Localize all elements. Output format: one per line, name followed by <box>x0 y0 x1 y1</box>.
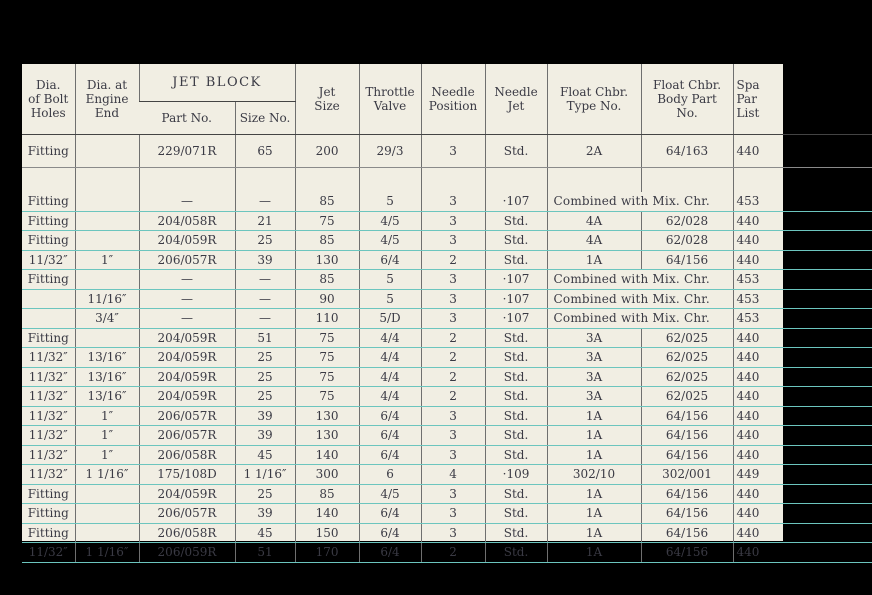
cell-dia-bolt: 11/32″ <box>22 387 75 407</box>
cell-needle-jet: Std. <box>485 445 547 465</box>
cell-dia-engine: 1″ <box>75 406 139 426</box>
cell-spare-list: 449 <box>733 465 872 485</box>
cell-dia-bolt: Fitting <box>22 484 75 504</box>
cell-float-type: 1A <box>547 484 641 504</box>
cell-needle-jet: Std. <box>485 231 547 251</box>
cell-jet-size: 130 <box>295 406 359 426</box>
cell-size-no: 51 <box>235 328 295 348</box>
cell-needle-jet: Std. <box>485 367 547 387</box>
cell-throttle: 5 <box>359 192 421 211</box>
header-float-body: Float Chbr. Body Part No. <box>641 64 733 135</box>
cell-part-no: 206/058R <box>139 445 235 465</box>
cell-throttle: 4/4 <box>359 348 421 368</box>
cell-jet-size: 140 <box>295 504 359 524</box>
cell-float-body: 64/156 <box>641 543 733 563</box>
cell-throttle: 4/5 <box>359 484 421 504</box>
cell-size-no: 39 <box>235 504 295 524</box>
table-row <box>22 367 872 387</box>
table-row <box>22 270 872 290</box>
table-header <box>22 64 872 135</box>
header-needle-position: Needle Position <box>421 64 485 135</box>
cell-throttle: 6/4 <box>359 250 421 270</box>
cell-spare-list: 440 <box>733 445 872 465</box>
cell-float-combined: Combined with Mix. Chr. <box>547 309 733 329</box>
cell-size-no: 25 <box>235 367 295 387</box>
cell-part-no: 204/058R <box>139 211 235 231</box>
cell-jet-size: 300 <box>295 465 359 485</box>
cell-needle-position: 4 <box>421 465 485 485</box>
cell-dia-engine: 1 1/16″ <box>75 543 139 563</box>
cell-part-no: 206/057R <box>139 406 235 426</box>
cell-needle-position: 3 <box>421 289 485 309</box>
cell-float-body: 62/025 <box>641 367 733 387</box>
cell-jet-size: 170 <box>295 543 359 563</box>
cell-needle-position: 2 <box>421 328 485 348</box>
cell-dia-bolt: 11/32″ <box>22 250 75 270</box>
cell-float-type: 3A <box>547 387 641 407</box>
cell-needle-position: 2 <box>421 543 485 563</box>
cell-throttle: 5 <box>359 289 421 309</box>
cell-spare-list: 440 <box>733 523 872 543</box>
cell-float-type: 1A <box>547 543 641 563</box>
cell-dia-bolt: Fitting <box>22 231 75 251</box>
cell-spare-list: 453 <box>733 289 872 309</box>
cell-float-type: 1A <box>547 406 641 426</box>
cell-float-type: 3A <box>547 367 641 387</box>
cell-part-no: 206/059R <box>139 543 235 563</box>
cell-part-no: 206/058R <box>139 523 235 543</box>
cell-needle-position: 3 <box>421 211 485 231</box>
cell-needle-jet: Std. <box>485 387 547 407</box>
cell-jet-size: 75 <box>295 367 359 387</box>
cell-part-no: 204/059R <box>139 328 235 348</box>
cell-needle-jet: ·107 <box>485 270 547 290</box>
cell-jet-size: 110 <box>295 309 359 329</box>
cell-size-no: 25 <box>235 387 295 407</box>
cell-dia-bolt: Fitting <box>22 523 75 543</box>
cell-float-combined: Combined with Mix. Chr. <box>547 270 733 290</box>
cell-float-body: 302/001 <box>641 465 733 485</box>
table-row <box>22 348 872 368</box>
cell-needle-position: 3 <box>421 192 485 211</box>
cell-size-no: — <box>235 192 295 211</box>
cell-dia-bolt: Fitting <box>22 504 75 524</box>
cell-size-no: 51 <box>235 543 295 563</box>
cell-jet-size: 130 <box>295 250 359 270</box>
header-size-no: Size No. <box>235 102 295 135</box>
cell-part-no: 206/057R <box>139 426 235 446</box>
cell-float-type: 3A <box>547 328 641 348</box>
cell-part-no: — <box>139 289 235 309</box>
cell-needle-position: 3 <box>421 504 485 524</box>
cell-part-no: 204/059R <box>139 231 235 251</box>
header-jet-block: JET BLOCK <box>139 64 295 102</box>
cell-throttle: 4/4 <box>359 367 421 387</box>
cell-needle-jet: Std. <box>485 406 547 426</box>
cell-float-type: 302/10 <box>547 465 641 485</box>
cell-spare-list: 453 <box>733 270 872 290</box>
cell-spare-list: 440 <box>733 367 872 387</box>
cell-needle-jet: Std. <box>485 348 547 368</box>
table-row <box>22 309 872 329</box>
cell-dia-engine: 13/16″ <box>75 367 139 387</box>
cell-spare-list: 440 <box>733 543 872 563</box>
cell-part-no: 206/057R <box>139 504 235 524</box>
cell-float-type: 4A <box>547 231 641 251</box>
cell-dia-bolt: 11/32″ <box>22 543 75 563</box>
table-row <box>22 211 872 231</box>
cell-needle-jet: Std. <box>485 426 547 446</box>
cell-size-no: 1 1/16″ <box>235 465 295 485</box>
cell-dia-engine: 13/16″ <box>75 348 139 368</box>
cell-part-no: 175/108D <box>139 465 235 485</box>
cell-dia-engine: 1 1/16″ <box>75 465 139 485</box>
cell-dia-engine <box>75 504 139 524</box>
cell-needle-jet: ·109 <box>485 465 547 485</box>
cell-spare-list: 440 <box>733 211 872 231</box>
cell-dia-engine: 13/16″ <box>75 387 139 407</box>
cell-float-type: 4A <box>547 211 641 231</box>
cell-spare-list: 453 <box>733 309 872 329</box>
cell-jet-size: 85 <box>295 231 359 251</box>
cell-dia-engine: 1″ <box>75 426 139 446</box>
cell-part-no: 204/059R <box>139 348 235 368</box>
cell-spare-list: 440 <box>733 406 872 426</box>
carburettor-spec-table <box>22 64 872 563</box>
cell-jet-size: 75 <box>295 348 359 368</box>
document-page <box>22 64 783 560</box>
cell-part-no: — <box>139 192 235 211</box>
cell-part-no: — <box>139 309 235 329</box>
cell-size-no: 25 <box>235 484 295 504</box>
header-float-type: Float Chbr. Type No. <box>547 64 641 135</box>
cell-throttle: 4/4 <box>359 387 421 407</box>
cell-float-type: 1A <box>547 250 641 270</box>
cell-spare-list: 453 <box>733 192 872 211</box>
table-row <box>22 445 872 465</box>
cell-dia-bolt: Fitting <box>22 192 75 211</box>
header-throttle-valve: Throttle Valve <box>359 64 421 135</box>
cell-jet-size: 85 <box>295 484 359 504</box>
cell-needle-jet: ·107 <box>485 289 547 309</box>
cell-size-no: 39 <box>235 406 295 426</box>
cell-spare-list: 440 <box>733 328 872 348</box>
cell-size-no: — <box>235 289 295 309</box>
cell-needle-position: 2 <box>421 387 485 407</box>
cell-spare-list: 440 <box>733 504 872 524</box>
cell-size-no: 39 <box>235 250 295 270</box>
table-row <box>22 504 872 524</box>
cell-throttle: 5 <box>359 270 421 290</box>
cell-throttle: 6/4 <box>359 523 421 543</box>
cell-needle-jet: Std. <box>485 328 547 348</box>
cell-needle-position: 3 <box>421 231 485 251</box>
cell-spare-list: 440 <box>733 426 872 446</box>
cell-dia-bolt: Fitting <box>22 328 75 348</box>
cell-part-no: — <box>139 270 235 290</box>
cell-dia-bolt: Fitting <box>22 270 75 290</box>
cell-float-body: 64/156 <box>641 250 733 270</box>
cell-float-combined: Combined with Mix. Chr. <box>547 289 733 309</box>
cell-dia-engine: 1″ <box>75 445 139 465</box>
cell-throttle: 6/4 <box>359 426 421 446</box>
cell-dia-engine <box>75 484 139 504</box>
cell-needle-jet: Std. <box>485 543 547 563</box>
cell-jet-size: 75 <box>295 387 359 407</box>
table-row <box>22 192 872 211</box>
cell-needle-jet: ·107 <box>485 309 547 329</box>
cell-dia-engine <box>75 328 139 348</box>
cell-needle-position: 3 <box>421 484 485 504</box>
header-needle-jet: Needle Jet <box>485 64 547 135</box>
cell-dia-bolt <box>22 289 75 309</box>
table-row <box>22 426 872 446</box>
cell-float-type: 1A <box>547 426 641 446</box>
cell-needle-position: 3 <box>421 426 485 446</box>
table-row <box>22 231 872 251</box>
table-row <box>22 289 872 309</box>
table-body <box>22 135 872 563</box>
cell-float-body: 62/025 <box>641 328 733 348</box>
cell-dia-engine <box>75 270 139 290</box>
header-spare-parts: Spa Par List <box>733 64 872 135</box>
cell-size-no: 65 <box>235 135 295 168</box>
table-row <box>22 328 872 348</box>
cell-jet-size: 85 <box>295 192 359 211</box>
cell-size-no: — <box>235 270 295 290</box>
cell-float-body: 64/156 <box>641 504 733 524</box>
cell-float-body: 62/025 <box>641 348 733 368</box>
cell-throttle: 29/3 <box>359 135 421 168</box>
cell-spare-list: 440 <box>733 484 872 504</box>
cell-size-no: 21 <box>235 211 295 231</box>
cell-size-no: — <box>235 309 295 329</box>
cell-float-body: 62/028 <box>641 231 733 251</box>
cell-float-body: 64/156 <box>641 445 733 465</box>
cell-float-body: 62/028 <box>641 211 733 231</box>
cell-throttle: 4/4 <box>359 328 421 348</box>
cell-jet-size: 200 <box>295 135 359 168</box>
header-jet-size: Jet Size <box>295 64 359 135</box>
cell-throttle: 6/4 <box>359 406 421 426</box>
cell-needle-position: 3 <box>421 445 485 465</box>
cell-float-body: 64/163 <box>641 135 733 168</box>
cell-dia-engine: 11/16″ <box>75 289 139 309</box>
cell-needle-jet: Std. <box>485 250 547 270</box>
cell-part-no: 204/059R <box>139 484 235 504</box>
cell-needle-position: 3 <box>421 135 485 168</box>
table-row <box>22 387 872 407</box>
table-row <box>22 406 872 426</box>
cell-jet-size: 75 <box>295 328 359 348</box>
table-row <box>22 523 872 543</box>
cell-dia-bolt: 11/32″ <box>22 348 75 368</box>
cell-needle-position: 2 <box>421 250 485 270</box>
cell-float-body: 64/156 <box>641 484 733 504</box>
cell-needle-position: 3 <box>421 309 485 329</box>
table-row <box>22 465 872 485</box>
table-row <box>22 135 872 168</box>
cell-needle-jet: Std. <box>485 523 547 543</box>
cell-needle-position: 2 <box>421 367 485 387</box>
cell-throttle: 6/4 <box>359 543 421 563</box>
cell-size-no: 45 <box>235 445 295 465</box>
header-dia-bolt: Dia. of Bolt Holes <box>22 64 75 135</box>
cell-float-type: 3A <box>547 348 641 368</box>
table-row <box>22 484 872 504</box>
cell-spare-list: 440 <box>733 250 872 270</box>
cell-throttle: 5/D <box>359 309 421 329</box>
cell-jet-size: 90 <box>295 289 359 309</box>
cell-dia-engine <box>75 135 139 168</box>
cell-needle-jet: Std. <box>485 484 547 504</box>
cell-jet-size: 140 <box>295 445 359 465</box>
cell-float-type: 1A <box>547 504 641 524</box>
cell-spare-list: 440 <box>733 348 872 368</box>
cell-jet-size: 85 <box>295 270 359 290</box>
cell-float-type: 1A <box>547 523 641 543</box>
cell-size-no: 39 <box>235 426 295 446</box>
cell-spare-list: 440 <box>733 231 872 251</box>
cell-needle-jet: ·107 <box>485 192 547 211</box>
cell-dia-bolt: 11/32″ <box>22 406 75 426</box>
cell-jet-size: 130 <box>295 426 359 446</box>
cell-spare-list: 440 <box>733 387 872 407</box>
spacer-row <box>22 168 872 193</box>
cell-dia-bolt: Fitting <box>22 211 75 231</box>
cell-float-body: 64/156 <box>641 406 733 426</box>
cell-needle-position: 3 <box>421 406 485 426</box>
cell-dia-bolt: 11/32″ <box>22 445 75 465</box>
cell-throttle: 6/4 <box>359 504 421 524</box>
cell-throttle: 4/5 <box>359 231 421 251</box>
cell-dia-engine <box>75 523 139 543</box>
cell-part-no: 204/059R <box>139 387 235 407</box>
cell-jet-size: 150 <box>295 523 359 543</box>
cell-dia-engine <box>75 192 139 211</box>
cell-jet-size: 75 <box>295 211 359 231</box>
cell-throttle: 4/5 <box>359 211 421 231</box>
cell-dia-bolt: 11/32″ <box>22 426 75 446</box>
cell-dia-bolt: 11/32″ <box>22 465 75 485</box>
cell-float-type: 2A <box>547 135 641 168</box>
cell-needle-position: 2 <box>421 348 485 368</box>
cell-dia-bolt: Fitting <box>22 135 75 168</box>
header-part-no: Part No. <box>139 102 235 135</box>
cell-spare-list: 440 <box>733 135 872 168</box>
cell-needle-jet: Std. <box>485 211 547 231</box>
cell-dia-engine <box>75 211 139 231</box>
cell-dia-engine: 3/4″ <box>75 309 139 329</box>
cell-part-no: 229/071R <box>139 135 235 168</box>
cell-float-combined: Combined with Mix. Chr. <box>547 192 733 211</box>
cell-size-no: 25 <box>235 231 295 251</box>
cell-float-body: 62/025 <box>641 387 733 407</box>
cell-size-no: 45 <box>235 523 295 543</box>
cell-needle-position: 3 <box>421 270 485 290</box>
cell-float-body: 64/156 <box>641 523 733 543</box>
cell-float-type: 1A <box>547 445 641 465</box>
cell-throttle: 6/4 <box>359 445 421 465</box>
cell-needle-position: 3 <box>421 523 485 543</box>
cell-size-no: 25 <box>235 348 295 368</box>
cell-dia-engine <box>75 231 139 251</box>
cell-needle-jet: Std. <box>485 135 547 168</box>
cell-part-no: 206/057R <box>139 250 235 270</box>
cell-throttle: 6 <box>359 465 421 485</box>
cell-dia-engine: 1″ <box>75 250 139 270</box>
cell-dia-bolt: 11/32″ <box>22 367 75 387</box>
table-row <box>22 250 872 270</box>
cell-dia-bolt <box>22 309 75 329</box>
cell-part-no: 204/059R <box>139 367 235 387</box>
cell-float-body: 64/156 <box>641 426 733 446</box>
table-row <box>22 543 872 563</box>
header-dia-engine: Dia. at Engine End <box>75 64 139 135</box>
cell-needle-jet: Std. <box>485 504 547 524</box>
